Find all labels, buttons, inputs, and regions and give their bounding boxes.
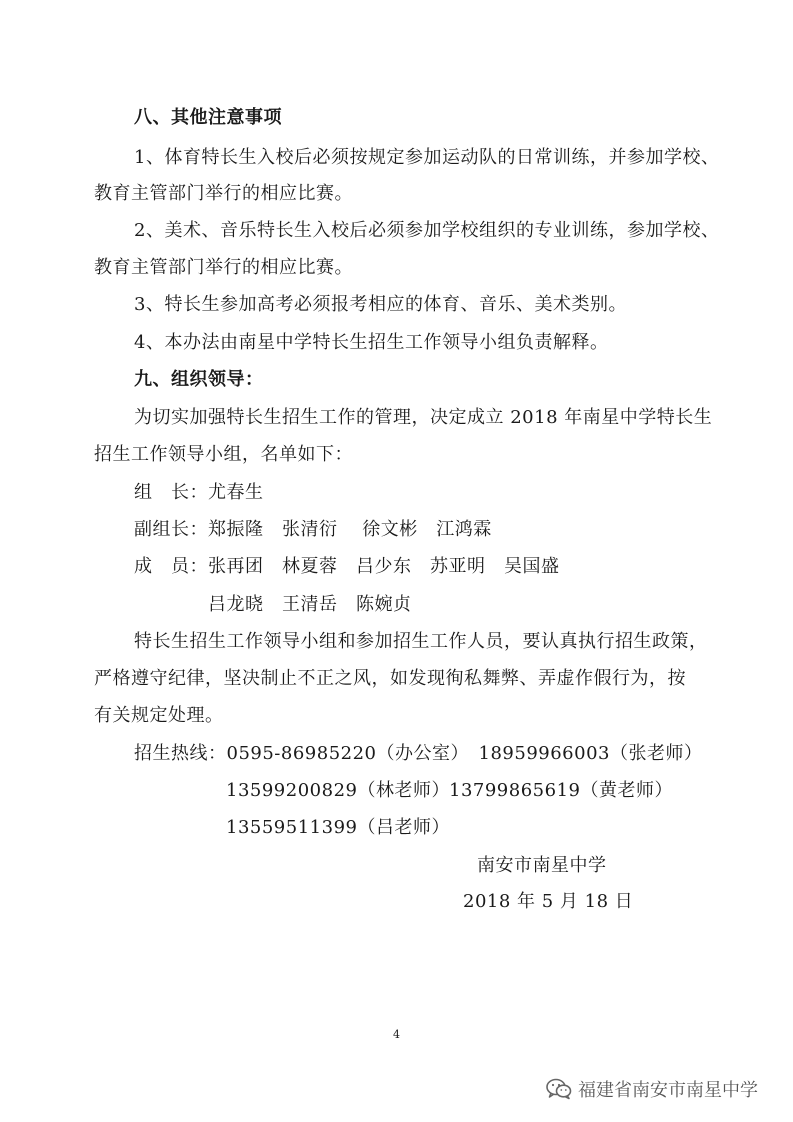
signature-school: 南安市南星中学 bbox=[477, 855, 607, 876]
hotline-line-1: 招生热线：0595-86985220（办公室） 18959966003（张老师） bbox=[134, 743, 703, 764]
section-8-item-3: 3、特长生参加高考必须报考相应的体育、音乐、美术类别。 bbox=[134, 294, 627, 315]
notice-line-2: 严格遵守纪律，坚决制止不正之风，如发现徇私舞弊、弄虚作假行为，按 bbox=[94, 668, 686, 689]
members-line-1: 成 员：张再团 林夏蓉 吕少东 苏亚明 吴国盛 bbox=[134, 556, 560, 577]
section-8-item-1b: 教育主管部门举行的相应比赛。 bbox=[94, 183, 353, 204]
section-8-item-1a: 1、体育特长生入校后必须按规定参加运动队的日常训练，并参加学校、 bbox=[134, 147, 720, 168]
signature-date: 2018 年 5 月 18 日 bbox=[463, 891, 634, 912]
deputy-line: 副组长：郑振隆 张清衍 徐文彬 江鸿霖 bbox=[134, 519, 492, 540]
watermark bbox=[546, 1076, 758, 1102]
hotline-line-2b: 13799865619（黄老师） bbox=[449, 780, 673, 801]
notice-line-3: 有关规定处理。 bbox=[94, 705, 224, 726]
page-number: 4 bbox=[393, 1028, 400, 1041]
watermark-text: 福建省南安市南星中学 bbox=[578, 1080, 758, 1101]
section-9-intro-1: 为切实加强特长生招生工作的管理，决定成立 2018 年南星中学特长生 bbox=[134, 407, 713, 428]
section-9-heading: 九、组织领导： bbox=[134, 369, 264, 390]
hotline-line-3: 13559511399（吕老师） bbox=[226, 817, 450, 838]
notice-line-1: 特长生招生工作领导小组和参加招生工作人员，要认真执行招生政策， bbox=[134, 631, 708, 652]
wechat-icon bbox=[546, 1078, 572, 1100]
hotline-line-2a: 13599200829（林老师） bbox=[226, 780, 450, 801]
section-9-intro-2: 招生工作领导小组，名单如下： bbox=[94, 444, 353, 465]
section-8-item-4: 4、本办法由南星中学特长生招生工作领导小组负责解释。 bbox=[134, 332, 609, 353]
section-8-item-2a: 2、美术、音乐特长生入校后必须参加学校组织的专业训练，参加学校、 bbox=[134, 220, 720, 241]
section-8-heading: 八、其他注意事项 bbox=[134, 107, 282, 128]
section-8-item-2b: 教育主管部门举行的相应比赛。 bbox=[94, 257, 353, 278]
leader-line: 组 长：尤春生 bbox=[134, 482, 264, 503]
members-line-2: 吕龙晓 王清岳 陈婉贞 bbox=[208, 594, 412, 615]
